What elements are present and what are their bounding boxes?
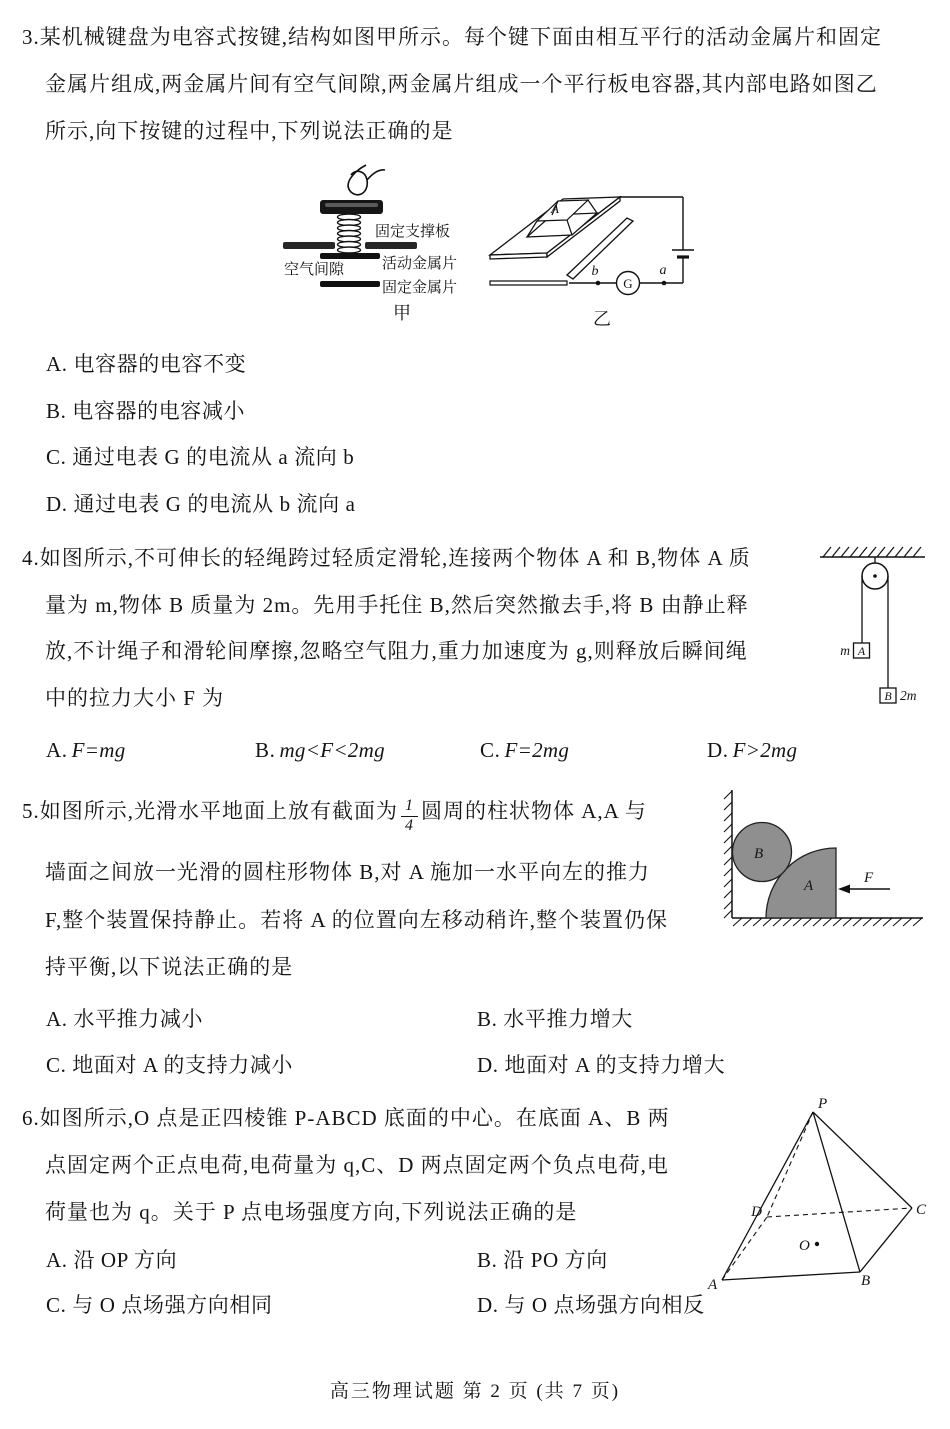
option-formula: mg<F<2mg [279, 738, 385, 762]
fraction-one-quarter [401, 798, 418, 835]
q4-line-2: 量为 m,物体 B 质量为 2m。先用手托住 B,然后突然撤去手,将 B 由静止释 [45, 593, 749, 617]
option-label: C. [480, 738, 501, 762]
vertex-B-label: B [861, 1273, 871, 1289]
q5-line-4: 持平衡,以下说法正确的是 [45, 955, 294, 979]
vertex-A-label: A [708, 1277, 718, 1293]
spring-coil [338, 214, 361, 253]
label-support-plate: 固定支撑板 [375, 224, 451, 240]
press-gesture-squiggle [348, 165, 367, 195]
lower-plate-flat [490, 281, 567, 285]
q6-line-2: 点固定两个正点电荷,电荷量为 q,C、D 两点固定两个负点电荷,电 [45, 1153, 669, 1177]
q6-line-1: 6.如图所示,O 点是正四棱锥 P-ABCD 底面的中心。在底面 A、B 两 [22, 1106, 670, 1130]
q5-line1-after: 圆周的柱状物体 A,A 与 [421, 799, 647, 823]
ceiling-hatching [823, 547, 921, 557]
q3-option-c: C. 通过电表 G 的电流从 a 流向 b [46, 445, 355, 469]
label-A: A [804, 878, 814, 894]
pulley-axle [873, 574, 877, 578]
label-b: b [591, 264, 599, 279]
vertex-C-label: C [916, 1202, 927, 1218]
q6-option-b: B. 沿 PO 方向 [477, 1248, 608, 1272]
label-air-gap: 空气间隙 [284, 262, 345, 278]
label-movable-plate: 活动金属片 [382, 256, 458, 272]
fraction-numerator: 1 [401, 798, 418, 817]
q4-line-1: 4.如图所示,不可伸长的轻绳跨过轻质定滑轮,连接两个物体 A 和 B,物体 A 质 [22, 546, 751, 570]
label-a: a [659, 263, 667, 278]
q4-option-c [480, 736, 569, 764]
q5-figure-statics [718, 786, 940, 931]
q4-line-4: 中的拉力大小 F 为 [45, 686, 225, 710]
label-fixed-plate: 固定金属片 [382, 280, 458, 296]
option-formula: F>2mg [732, 738, 798, 762]
q5-line-1 [22, 796, 647, 835]
option-formula: F=2mg [504, 738, 570, 762]
q6-option-d: D. 与 O 点场强方向相反 [477, 1293, 705, 1317]
key-label: A [551, 201, 559, 216]
wall-hatching [724, 791, 732, 918]
ground-hatching [733, 918, 922, 926]
q3-option-b: B. 电容器的电容减小 [46, 399, 246, 423]
option-label: D. [707, 738, 729, 762]
q6-option-a: A. 沿 OP 方向 [46, 1248, 178, 1272]
force-arrow-head [838, 885, 850, 894]
movable-metal-plate [320, 253, 380, 259]
option-label: B. [255, 738, 276, 762]
fraction-denominator: 4 [405, 817, 414, 834]
q6-figure-pyramid [698, 1093, 943, 1298]
q5-option-a: A. 水平推力减小 [46, 1007, 204, 1031]
q3-option-d: D. 通过电表 G 的电流从 b 流向 a [46, 492, 356, 516]
q3-figure-key-structure [280, 161, 485, 327]
caption-jia: 甲 [393, 303, 411, 323]
q3-option-a: A. 电容器的电容不变 [46, 352, 247, 376]
option-label: A. [46, 738, 68, 762]
q3-figure-circuit [485, 185, 700, 335]
support-plate-left [283, 242, 335, 249]
q4-option-d [707, 736, 797, 764]
center-O-label: O [799, 1238, 810, 1254]
q5-line1-before: 5.如图所示,光滑水平地面上放有截面为 [22, 799, 398, 823]
q3-line-2: 金属片组成,两金属片间有空气间隙,两金属片组成一个平行板电容器,其内部电路如图乙 [45, 72, 878, 96]
option-formula: F=mg [71, 738, 126, 762]
pyramid-dashed-edges [722, 1112, 912, 1280]
block-B-label: B [884, 689, 892, 703]
node-a [662, 281, 667, 286]
q5-option-b: B. 水平推力增大 [477, 1007, 633, 1031]
label-B: B [754, 846, 764, 862]
galvanometer-label: G [623, 276, 633, 291]
q4-option-a [46, 736, 126, 764]
center-O-dot [815, 1242, 819, 1246]
q4-line-3: 放,不计绳子和滑轮间摩擦,忽略空气阻力,重力加速度为 g,则释放后瞬间绳 [45, 639, 748, 663]
q4-figure-pulley [813, 540, 950, 712]
keycap-highlight [325, 203, 378, 207]
q3-line-3: 所示,向下按键的过程中,下列说法正确的是 [45, 119, 454, 143]
q5-line-2: 墙面之间放一光滑的圆柱形物体 B,对 A 施加一水平向左的推力 [45, 860, 651, 884]
q6-option-c: C. 与 O 点场强方向相同 [46, 1293, 273, 1317]
q5-option-d: D. 地面对 A 的支持力增大 [477, 1053, 726, 1077]
pyramid-solid-edges [722, 1112, 912, 1280]
vertex-D-label: D [751, 1204, 762, 1220]
press-gesture-tail [367, 170, 385, 180]
support-plate-right [365, 242, 417, 249]
q5-option-c: C. 地面对 A 的支持力减小 [46, 1053, 294, 1077]
vertex-P-label: P [818, 1096, 828, 1112]
mass-2m-label: 2m [900, 688, 917, 703]
label-F: F [864, 870, 874, 886]
mass-m-label: m [840, 643, 850, 658]
node-b [596, 281, 601, 286]
q5-line-3: F,整个装置保持静止。若将 A 的位置向左移动稍许,整个装置仍保 [45, 908, 669, 932]
q4-option-b [255, 736, 385, 764]
q6-line-3: 荷量也为 q。关于 P 点电场强度方向,下列说法正确的是 [45, 1200, 578, 1224]
q3-line-1: 3.某机械键盘为电容式按键,结构如图甲所示。每个键下面由相互平行的活动金属片和固定 [22, 25, 882, 49]
caption-yi: 乙 [593, 309, 611, 329]
page-footer: 高三物理试题 第 2 页 (共 7 页) [329, 1381, 621, 1402]
fixed-metal-plate [320, 281, 380, 287]
block-A-label: A [857, 644, 866, 658]
